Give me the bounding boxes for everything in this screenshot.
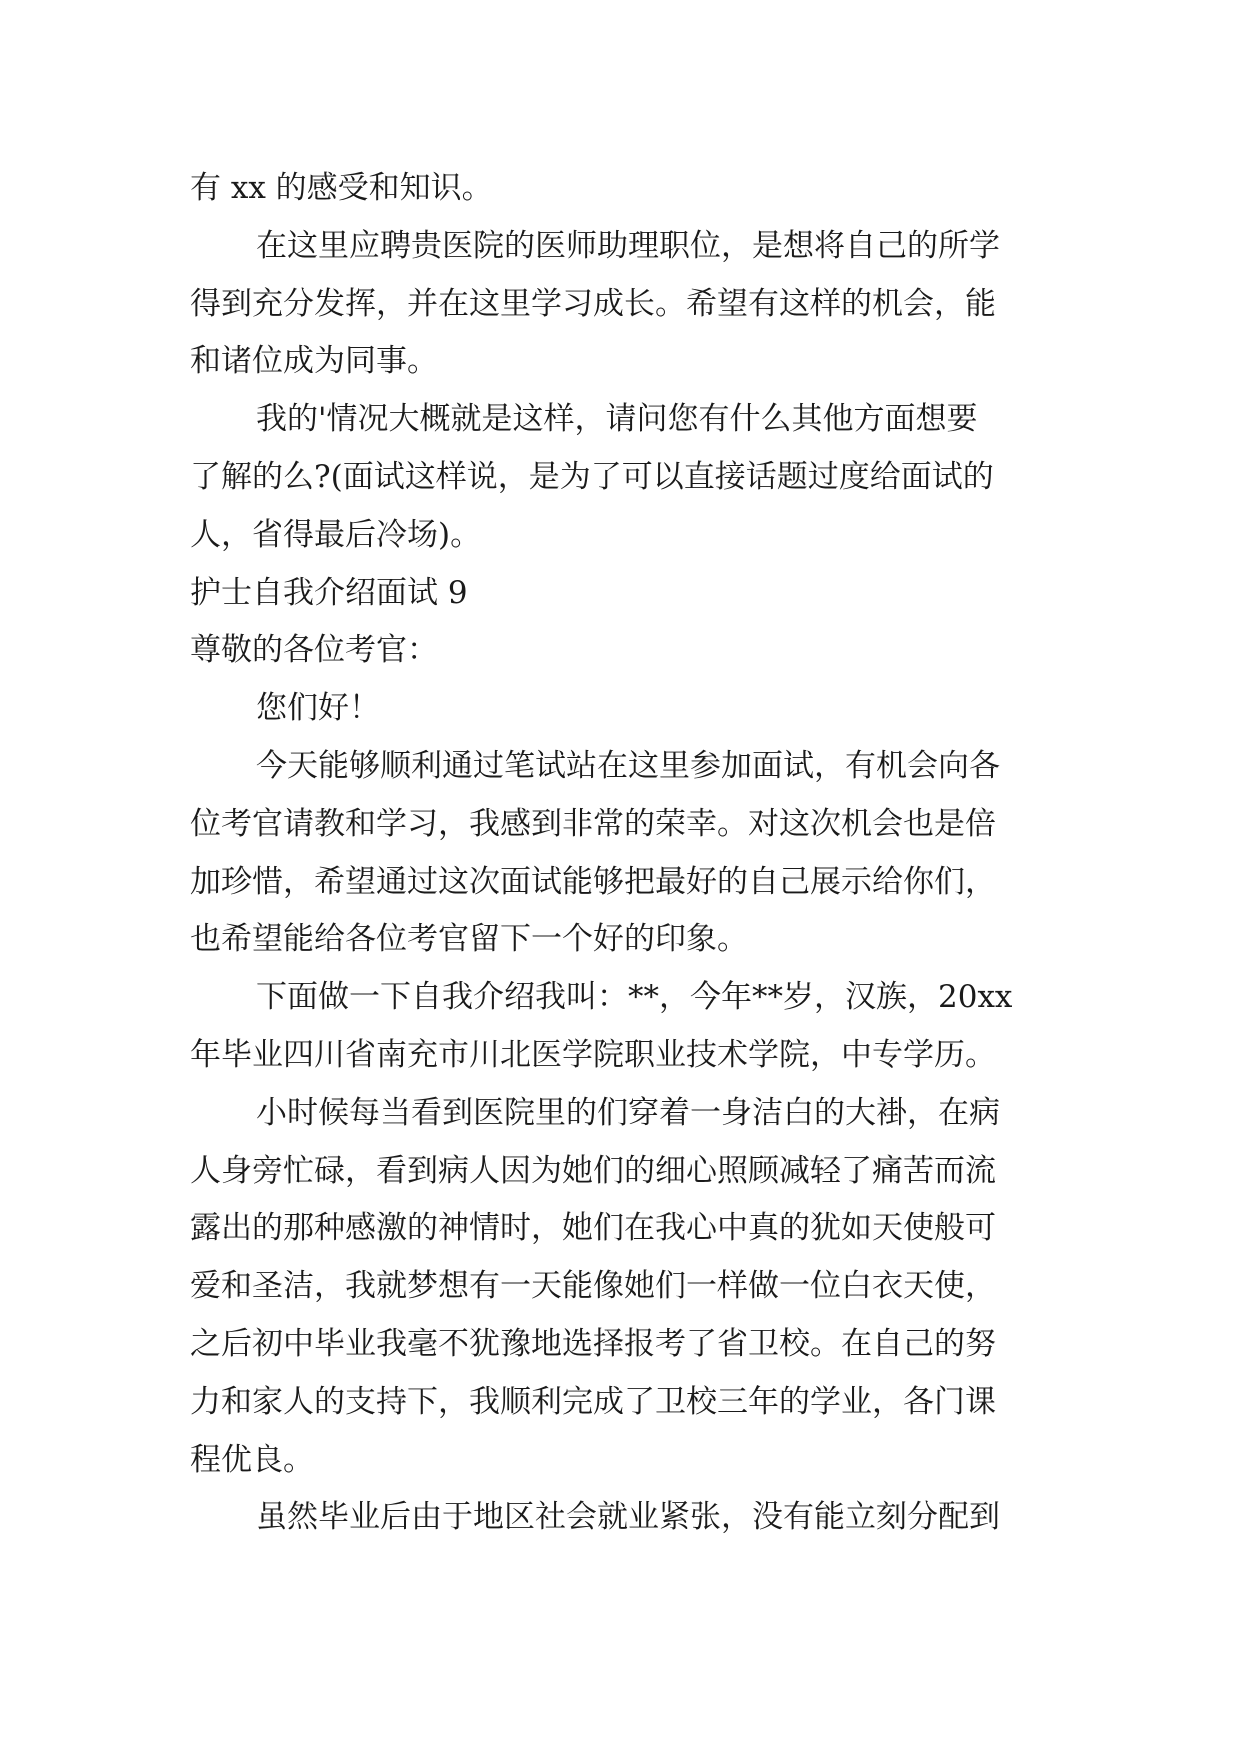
text-line: 人，省得最后冷场)。 [190, 516, 482, 553]
document-body [190, 160, 1070, 1547]
text-line: 今天能够顺利通过笔试站在这里参加面试，有机会向各 [256, 747, 1000, 784]
text-line: 有 xx 的感受和知识。 [190, 170, 493, 206]
text-line: 和诸位成为同事。 [190, 343, 438, 380]
text-line: 之后初中毕业我毫不犹豫地选择报考了省卫校。在自己的努 [190, 1325, 996, 1362]
text-line: 加珍惜，希望通过这次面试能够把最好的自己展示给你们， [190, 863, 996, 900]
text-line: 也希望能给各位考官留下一个好的印象。 [190, 921, 748, 958]
text-line: 得到充分发挥，并在这里学习成长。希望有这样的机会，能 [190, 285, 996, 322]
text-line: 下面做一下自我介绍我叫：**，今年**岁，汉族，20xx [256, 979, 1013, 1016]
text-line: 在这里应聘贵医院的医师助理职位，是想将自己的所学 [256, 227, 1000, 264]
text-line: 年毕业四川省南充市川北医学院职业技术学院，中专学历。 [190, 1036, 996, 1073]
section-heading: 护士自我介绍面试 9 [190, 574, 468, 611]
text-line: 爱和圣洁，我就梦想有一天能像她们一样做一位白衣天使， [190, 1268, 996, 1305]
salutation: 尊敬的各位考官： [190, 632, 438, 669]
text-line: 露出的那种感激的神情时，她们在我心中真的犹如天使般可 [190, 1210, 996, 1247]
text-line: 小时候每当看到医院里的们穿着一身洁白的大褂，在病 [256, 1094, 1000, 1131]
text-line: 位考官请教和学习，我感到非常的荣幸。对这次机会也是倍 [190, 805, 996, 842]
text-line: 人身旁忙碌，看到病人因为她们的细心照顾减轻了痛苦而流 [190, 1152, 996, 1189]
greeting: 您们好！ [256, 690, 380, 727]
text-line: 虽然毕业后由于地区社会就业紧张，没有能立刻分配到 [256, 1499, 1000, 1536]
text-line: 了解的么?(面试这样说，是为了可以直接话题过度给面试的 [190, 458, 994, 495]
text-line: 我的'情况大概就是这样，请问您有什么其他方面想要 [256, 401, 978, 438]
text-line: 程优良。 [190, 1441, 314, 1478]
text-line: 力和家人的支持下，我顺利完成了卫校三年的学业，各门课 [190, 1383, 996, 1420]
